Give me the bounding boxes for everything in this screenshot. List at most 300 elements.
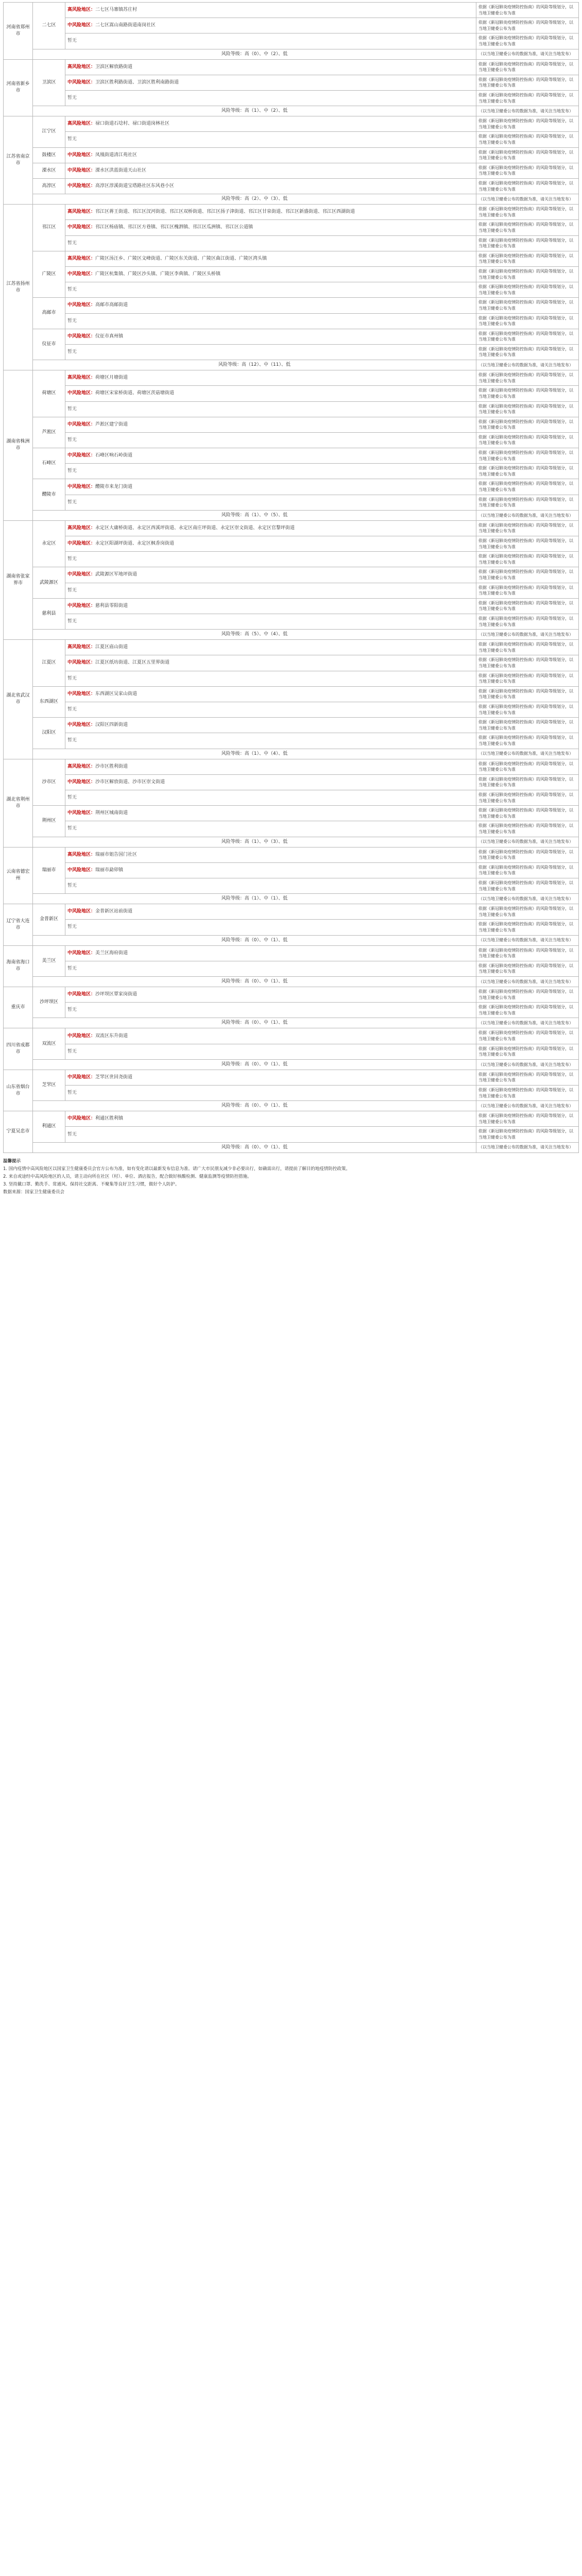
risk-area-cell: 高风险地区：二七区马寨镇苏庄村 <box>65 3 476 18</box>
summary-row <box>4 510 579 520</box>
district-name: 江宁区 <box>33 116 65 147</box>
risk-level-label: 中风险地区 <box>67 225 91 230</box>
table-row <box>4 282 579 298</box>
district-name: 双流区 <box>33 1028 65 1059</box>
risk-area-text: 二七区嵩山南路街道南岗社区 <box>95 23 156 28</box>
table-row <box>4 251 579 266</box>
district-name: 利通区 <box>33 1111 65 1142</box>
risk-note: 依据《新冠肺炎疫情防控指南》的风险等级划分，以当地卫健委公布为准 <box>476 344 579 360</box>
district-name: 二七区 <box>33 3 65 49</box>
risk-area-cell: 中风险地区：芝罘区世回尧街道 <box>65 1070 476 1085</box>
risk-area-cell: 中风险地区：东西湖区吴家山街道 <box>65 686 476 702</box>
risk-area-cell: 中风险地区：邗江区杨庙镇、邗江区方巷镇、邗江区槐泗镇、邗江区瓜洲镇、邗江区公道镇 <box>65 220 476 235</box>
table-row <box>4 945 579 961</box>
risk-area-cell: 中风险地区：二七区嵩山南路街道南岗社区 <box>65 18 476 33</box>
footer-notes <box>3 1158 575 1196</box>
risk-level-label: 高风险地区 <box>67 375 91 381</box>
risk-area-cell <box>65 702 476 717</box>
table-row <box>4 432 579 448</box>
risk-note: 依据《新冠肺炎疫情防控指南》的风险等级划分，以当地卫健委公布为准 <box>476 464 579 479</box>
risk-note: 依据《新冠肺炎疫情防控指南》的风险等级划分，以当地卫健委公布为准 <box>476 1127 579 1142</box>
risk-note-last: （以当地卫健委公布的数据为准，请关注当地发布） <box>476 935 579 945</box>
district-name: 醴陵市 <box>33 479 65 510</box>
risk-note: 依据《新冠肺炎疫情防控指南》的风险等级划分，以当地卫健委公布为准 <box>476 536 579 552</box>
risk-area-cell: 中风险地区：卫滨区胜利路街道、卫滨区胜利南路街道 <box>65 75 476 90</box>
table-row <box>4 464 579 479</box>
risk-level-label: 高风险地区 <box>67 7 91 13</box>
risk-area-cell: 中风险地区：石峰区响石岭街道 <box>65 448 476 464</box>
risk-note: 依据《新冠肺炎疫情防控指南》的风险等级划分，以当地卫健委公布为准 <box>476 178 579 194</box>
table-row <box>4 1127 579 1142</box>
district-name: 沙坪坝区 <box>33 987 65 1018</box>
region-name: 海南省海口市 <box>4 945 33 987</box>
risk-level-label: 中风险地区 <box>67 950 91 956</box>
risk-note: 依据《新冠肺炎疫情防控指南》的风险等级划分，以当地卫健委公布为准 <box>476 1044 579 1059</box>
risk-note: 依据《新冠肺炎疫情防控指南》的风险等级划分，以当地卫健委公布为准 <box>476 448 579 464</box>
summary-row <box>4 1018 579 1028</box>
risk-note: 依据《新冠肺炎疫情防控指南》的风险等级划分，以当地卫健委公布为准 <box>476 733 579 749</box>
table-row <box>4 536 579 552</box>
risk-note: 依据《新冠肺炎疫情防控指南》的风险等级划分，以当地卫健委公布为准 <box>476 251 579 266</box>
risk-level-label: 中风险地区 <box>67 541 91 547</box>
table-row <box>4 961 579 976</box>
risk-area-cell: 中风险地区：溧水区洪蓝街道天山社区 <box>65 163 476 178</box>
risk-note: 依据《新冠肺炎疫情防控指南》的风险等级划分，以当地卫健委公布为准 <box>476 163 579 178</box>
risk-area-text: 暂无 <box>67 38 77 44</box>
risk-note: 依据《新冠肺炎疫情防控指南》的风险等级划分，以当地卫健委公布为准 <box>476 686 579 702</box>
table-row <box>4 386 579 401</box>
risk-level-label: 中风险地区 <box>67 1116 91 1122</box>
risk-area-text: 暂无 <box>67 587 77 593</box>
risk-area-text: 美兰区海府街道 <box>95 950 128 956</box>
summary-row <box>4 1142 579 1153</box>
risk-area-text: 高淳区淳溪街道宝塔路社区东风巷小区 <box>95 183 175 189</box>
risk-level-label: 高风险地区 <box>67 256 91 261</box>
risk-level-label: 中风险地区 <box>67 484 91 489</box>
risk-level-label: 中风险地区 <box>67 272 91 277</box>
risk-area-text: 广陵区汤汪乡、广陵区文峰街道、广陵区东关街道、广陵区曲江街道、广陵区湾头镇 <box>95 256 267 261</box>
risk-summary: 风险等级：高（0）、中（2）、低 <box>33 49 476 59</box>
district-name: 汉阳区 <box>33 718 65 749</box>
summary-row <box>4 935 579 945</box>
region-name: 宁夏吴忠市 <box>4 1111 33 1153</box>
risk-area-text: 金普新区站前街道 <box>95 909 133 914</box>
risk-level-label: 高风险地区 <box>67 852 91 857</box>
table-row <box>4 774 579 790</box>
footer-line-1: 1. 国内疫情中高风险地区以国家卫生健康委员会官方公布为准，如有变化请以最新发布信息为准。请广大市民朋友减少非必要出行，如确需出行，请提前了解目的地疫情防控政策。 <box>3 1166 350 1172</box>
footer-title: 温馨提示 <box>3 1158 21 1164</box>
risk-area-text: 暂无 <box>67 619 77 624</box>
risk-area-cell: 中风险地区：醴陵市来龙门街道 <box>65 479 476 495</box>
risk-area-cell <box>65 432 476 448</box>
risk-area-cell: 中风险地区：金普新区站前街道 <box>65 904 476 920</box>
region-name: 湖南省张家界市 <box>4 520 33 639</box>
risk-area-text: 暂无 <box>67 1090 77 1096</box>
risk-level-label: 中风险地区 <box>67 722 91 728</box>
table-row <box>4 448 579 464</box>
risk-area-cell: 中风险地区：仪征市真州镇 <box>65 329 476 344</box>
risk-area-text: 暂无 <box>67 675 77 681</box>
risk-area-text: 溧水区洪蓝街道天山社区 <box>95 167 147 173</box>
risk-area-text: 高邮市高邮街道 <box>95 302 128 308</box>
region-name: 云南省德宏州 <box>4 847 33 904</box>
table-row <box>4 344 579 360</box>
risk-area-cell <box>65 821 476 837</box>
table-row <box>4 235 579 251</box>
district-name: 荆州区 <box>33 806 65 837</box>
table-row <box>4 598 579 614</box>
risk-note: 依据《新冠肺炎疫情防控指南》的风险等级划分，以当地卫健委公布为准 <box>476 878 579 893</box>
risk-area-cell: 中风险地区：永定区阳湖坪街道、永定区枫香岗街道 <box>65 536 476 552</box>
risk-area-text: 凤凰街道清江苑社区 <box>95 152 138 158</box>
district-name: 瑞丽市 <box>33 847 65 894</box>
risk-area-cell: 中风险地区：沙坪坝区覃家岗街道 <box>65 987 476 1003</box>
table-row <box>4 552 579 567</box>
risk-area-cell: 中风险地区：广陵区杭集镇、广陵区沙头镇、广陵区李典镇、广陵区头桥镇 <box>65 266 476 282</box>
risk-note: 依据《新冠肺炎疫情防控指南》的风险等级划分，以当地卫健委公布为准 <box>476 552 579 567</box>
risk-area-cell: 高风险地区：江夏区庙山街道 <box>65 640 476 655</box>
risk-note: 依据《新冠肺炎疫情防控指南》的风险等级划分，以当地卫健委公布为准 <box>476 479 579 495</box>
district-name: 石峰区 <box>33 448 65 479</box>
table-row <box>4 266 579 282</box>
district-name: 溧水区 <box>33 163 65 178</box>
risk-note: 依据《新冠肺炎疫情防控指南》的风险等级划分，以当地卫健委公布为准 <box>476 640 579 655</box>
risk-area-text: 仪征市真州镇 <box>95 333 124 339</box>
risk-area-cell: 中风险地区：美兰区海府街道 <box>65 945 476 961</box>
risk-area-cell <box>65 671 476 686</box>
risk-note: 依据《新冠肺炎疫情防控指南》的风险等级划分，以当地卫健委公布为准 <box>476 961 579 976</box>
risk-area-text: 江夏区纸坊街道、江夏区五里界街道 <box>95 660 170 666</box>
risk-note: 依据《新冠肺炎疫情防控指南》的风险等级划分，以当地卫健委公布为准 <box>476 313 579 329</box>
risk-summary: 风险等级：高（1）、中（3）、低 <box>33 837 476 847</box>
region-name: 湖北省荆州市 <box>4 759 33 847</box>
risk-area-text: 双流区东升街道 <box>95 1033 128 1039</box>
table-row <box>4 847 579 862</box>
risk-note: 依据《新冠肺炎疫情防控指南》的风险等级划分，以当地卫健委公布为准 <box>476 702 579 717</box>
risk-area-cell <box>65 790 476 805</box>
risk-area-text: 邗江区杨庙镇、邗江区方巷镇、邗江区槐泗镇、邗江区瓜洲镇、邗江区公道镇 <box>95 225 253 230</box>
risk-level-label: 中风险地区 <box>67 1033 91 1039</box>
region-name: 辽宁省大连市 <box>4 904 33 945</box>
risk-level-label: 中风险地区 <box>67 152 91 158</box>
risk-summary: 风险等级：高（1）、中（2）、低 <box>33 106 476 116</box>
risk-area-text: 卫滨区胜利路街道、卫滨区胜利南路街道 <box>95 79 179 85</box>
district-name: 鼓楼区 <box>33 147 65 163</box>
risk-level-label: 中风险地区 <box>67 909 91 914</box>
district-name: 江夏区 <box>33 640 65 687</box>
district-name: 高邮市 <box>33 298 65 329</box>
risk-level-label: 中风险地区 <box>67 660 91 666</box>
risk-area-cell <box>65 1086 476 1101</box>
risk-note: 依据《新冠肺炎疫情防控指南》的风险等级划分，以当地卫健委公布为准 <box>476 298 579 313</box>
risk-area-text: 卫滨区解放路街道 <box>95 64 133 70</box>
risk-note: 依据《新冠肺炎疫情防控指南》的风险等级划分，以当地卫健委公布为准 <box>476 1070 579 1085</box>
risk-area-text: 禄口街道石埝村、禄口街道岗林社区 <box>95 121 170 127</box>
risk-area-text: 醴陵市来龙门街道 <box>95 484 133 489</box>
table-row <box>4 220 579 235</box>
risk-level-label: 中风险地区 <box>67 572 91 578</box>
table-row <box>4 90 579 106</box>
table-row <box>4 147 579 163</box>
risk-area-text: 利通区胜利镇 <box>95 1116 124 1122</box>
footer-line-3: 3. 坚持戴口罩、勤洗手、常通风、保持社交距离、不聚集等良好卫生习惯，做好个人防护。 <box>3 1182 180 1188</box>
summary-row <box>4 976 579 987</box>
table-row <box>4 59 579 75</box>
table-row <box>4 75 579 90</box>
risk-note: 依据《新冠肺炎疫情防控指南》的风险等级划分，以当地卫健委公布为准 <box>476 1111 579 1127</box>
risk-area-text: 江夏区庙山街道 <box>95 645 128 650</box>
risk-note: 依据《新冠肺炎疫情防控指南》的风险等级划分，以当地卫健委公布为准 <box>476 90 579 106</box>
region-name: 四川省成都市 <box>4 1028 33 1070</box>
table-row <box>4 178 579 194</box>
risk-note: 依据《新冠肺炎疫情防控指南》的风险等级划分，以当地卫健委公布为准 <box>476 821 579 837</box>
risk-area-text: 广陵区杭集镇、广陵区沙头镇、广陵区李典镇、广陵区头桥镇 <box>95 272 221 277</box>
risk-level-label: 高风险地区 <box>67 525 91 531</box>
risk-summary: 风险等级：高（0）、中（1）、低 <box>33 1142 476 1153</box>
table-row <box>4 401 579 417</box>
risk-area-cell: 中风险地区：荆州区城南街道 <box>65 806 476 821</box>
risk-area-text: 暂无 <box>67 240 77 246</box>
risk-note: 依据《新冠肺炎疫情防控指南》的风险等级划分，以当地卫健委公布为准 <box>476 718 579 733</box>
risk-area-text: 慈利县零阳街道 <box>95 603 128 608</box>
risk-level-label: 高风险地区 <box>67 121 91 127</box>
risk-area-text: 汉阳区四新街道 <box>95 722 128 728</box>
table-row <box>4 806 579 821</box>
table-row <box>4 702 579 717</box>
risk-note: 依据《新冠肺炎疫情防控指南》的风险等级划分，以当地卫健委公布为准 <box>476 774 579 790</box>
risk-area-text: 暂无 <box>67 556 77 562</box>
risk-area-cell <box>65 464 476 479</box>
risk-area-cell: 高风险地区：邗江区蒋王街道、邗江区汊河街道、邗江区双桥街道、邗江区扬子津街道、邗江区甘泉街道、邗江区新盛街道、邗江区西湖街道 <box>65 205 476 220</box>
risk-note: 依据《新冠肺炎疫情防控指南》的风险等级划分，以当地卫健委公布为准 <box>476 520 579 536</box>
risk-area-cell <box>65 1044 476 1059</box>
risk-note: 依据《新冠肺炎疫情防控指南》的风险等级划分，以当地卫健委公布为准 <box>476 1003 579 1018</box>
district-name: 邗江区 <box>33 205 65 251</box>
risk-level-label: 中风险地区 <box>67 779 91 785</box>
table-row <box>4 313 579 329</box>
risk-area-text: 暂无 <box>67 95 77 101</box>
risk-area-text: 邗江区蒋王街道、邗江区汊河街道、邗江区双桥街道、邗江区扬子津街道、邗江区甘泉街道、邗江区新盛街道、邗江区西湖街道 <box>95 209 355 215</box>
risk-area-cell: 中风险地区：荷塘区宋家桥街道、荷塘区茨菇塘街道 <box>65 386 476 401</box>
table-row <box>4 878 579 893</box>
risk-note: 依据《新冠肺炎疫情防控指南》的风险等级划分，以当地卫健委公布为准 <box>476 806 579 821</box>
risk-area-cell <box>65 344 476 360</box>
risk-level-label: 中风险地区 <box>67 421 91 427</box>
table-row <box>4 567 579 583</box>
summary-row <box>4 360 579 370</box>
district-name: 武陵源区 <box>33 567 65 598</box>
district-name: 卫滨区 <box>33 59 65 106</box>
risk-area-cell: 中风险地区：高邮市高邮街道 <box>65 298 476 313</box>
table-row <box>4 163 579 178</box>
risk-note: 依据《新冠肺炎疫情防控指南》的风险等级划分，以当地卫健委公布为准 <box>476 598 579 614</box>
summary-row <box>4 630 579 640</box>
table-row <box>4 790 579 805</box>
risk-note: 依据《新冠肺炎疫情防控指南》的风险等级划分，以当地卫健委公布为准 <box>476 671 579 686</box>
risk-summary: 风险等级：高（0）、中（1）、低 <box>33 1018 476 1028</box>
risk-note: 依据《新冠肺炎疫情防控指南》的风险等级划分，以当地卫健委公布为准 <box>476 655 579 671</box>
risk-area-cell <box>65 132 476 147</box>
summary-row <box>4 1101 579 1111</box>
risk-level-label: 中风险地区 <box>67 810 91 816</box>
risk-note-last: （以当地卫健委公布的数据为准，请关注当地发布） <box>476 1059 579 1070</box>
risk-area-cell: 高风险地区：禄口街道石埝村、禄口街道岗林社区 <box>65 116 476 132</box>
risk-area-text: 二七区马寨镇苏庄村 <box>95 7 138 13</box>
risk-note-last: （以当地卫健委公布的数据为准，请关注当地发布） <box>476 360 579 370</box>
risk-area-text: 暂无 <box>67 1007 77 1013</box>
risk-area-cell: 中风险地区：慈利县零阳街道 <box>65 598 476 614</box>
risk-note-last: （以当地卫健委公布的数据为准，请关注当地发布） <box>476 894 579 904</box>
risk-level-label: 高风险地区 <box>67 645 91 650</box>
region-name: 河南省新乡市 <box>4 59 33 116</box>
risk-summary: 风险等级：高（0）、中（1）、低 <box>33 1059 476 1070</box>
risk-area-cell <box>65 235 476 251</box>
region-name: 山东省烟台市 <box>4 1070 33 1111</box>
risk-area-cell <box>65 961 476 976</box>
table-row <box>4 298 579 313</box>
risk-level-label: 中风险地区 <box>67 79 91 85</box>
risk-note-last: （以当地卫健委公布的数据为准，请关注当地发布） <box>476 976 579 987</box>
risk-area-text: 暂无 <box>67 349 77 354</box>
risk-note: 依据《新冠肺炎疫情防控指南》的风险等级划分，以当地卫健委公布为准 <box>476 116 579 132</box>
risk-summary: 风险等级：高（0）、中（1）、低 <box>33 935 476 945</box>
risk-area-table <box>3 2 579 1153</box>
risk-area-text: 荷塘区月塘街道 <box>95 375 128 381</box>
risk-area-text: 沙市区胜利街道 <box>95 764 128 769</box>
risk-note-last: （以当地卫健委公布的数据为准，请关注当地发布） <box>476 749 579 759</box>
risk-area-text: 暂无 <box>67 406 77 412</box>
table-row <box>4 821 579 837</box>
risk-area-cell: 中风险地区：双流区东升街道 <box>65 1028 476 1044</box>
table-row <box>4 733 579 749</box>
risk-note: 依据《新冠肺炎疫情防控指南》的风险等级划分，以当地卫健委公布为准 <box>476 432 579 448</box>
risk-note: 依据《新冠肺炎疫情防控指南》的风险等级划分，以当地卫健委公布为准 <box>476 417 579 432</box>
risk-area-text: 暂无 <box>67 468 77 474</box>
footer-line-2: 2. 来自或途经中高风险地区的人员，请主动向所在社区（村）、单位、酒店报告，配合做好核酸检测、健康监测等疫情防控措施。 <box>3 1174 252 1180</box>
district-name: 高淳区 <box>33 178 65 194</box>
risk-note: 依据《新冠肺炎疫情防控指南》的风险等级划分，以当地卫健委公布为准 <box>476 614 579 629</box>
risk-area-cell: 高风险地区：沙市区胜利街道 <box>65 759 476 774</box>
region-name: 河南省郑州市 <box>4 3 33 60</box>
risk-area-text: 暂无 <box>67 883 77 888</box>
risk-note-last: （以当地卫健委公布的数据为准，请关注当地发布） <box>476 106 579 116</box>
summary-row <box>4 106 579 116</box>
risk-summary: 风险等级：高（12）、中（11）、低 <box>33 360 476 370</box>
risk-level-label: 中风险地区 <box>67 1074 91 1080</box>
risk-area-cell <box>65 401 476 417</box>
risk-level-label: 高风险地区 <box>67 764 91 769</box>
risk-area-text: 荆州区城南街道 <box>95 810 128 816</box>
risk-area-text: 暂无 <box>67 738 77 743</box>
risk-area-cell: 高风险地区：卫滨区解放路街道 <box>65 59 476 75</box>
risk-summary: 风险等级：高（0）、中（1）、低 <box>33 1101 476 1111</box>
risk-summary: 风险等级：高（0）、中（1）、低 <box>33 976 476 987</box>
risk-note: 依据《新冠肺炎疫情防控指南》的风险等级划分，以当地卫健委公布为准 <box>476 495 579 510</box>
table-row <box>4 495 579 510</box>
risk-area-text: 芝罘区世回尧街道 <box>95 1074 133 1080</box>
table-row <box>4 583 579 598</box>
risk-note: 依据《新冠肺炎疫情防控指南》的风险等级划分，以当地卫健委公布为准 <box>476 235 579 251</box>
region-name: 江苏省南京市 <box>4 116 33 205</box>
risk-level-label: 中风险地区 <box>67 333 91 339</box>
risk-summary: 风险等级：高（2）、中（3）、低 <box>33 194 476 205</box>
risk-area-text: 暂无 <box>67 137 77 142</box>
risk-area-cell: 高风险地区：永定区大庸桥街道、永定区西溪坪街道、永定区南庄坪街道、永定区崇文街道、永定区官黎坪街道 <box>65 520 476 536</box>
risk-area-text: 暂无 <box>67 318 77 324</box>
risk-note: 依据《新冠肺炎疫情防控指南》的风险等级划分，以当地卫健委公布为准 <box>476 59 579 75</box>
risk-note: 依据《新冠肺炎疫情防控指南》的风险等级划分，以当地卫健委公布为准 <box>476 282 579 298</box>
risk-area-text: 瑞丽市勐卯镇 <box>95 867 124 873</box>
risk-note: 依据《新冠肺炎疫情防控指南》的风险等级划分，以当地卫健委公布为准 <box>476 386 579 401</box>
table-row <box>4 1086 579 1101</box>
risk-note-last: （以当地卫健委公布的数据为准，请关注当地发布） <box>476 49 579 59</box>
risk-note: 依据《新冠肺炎疫情防控指南》的风险等级划分，以当地卫健委公布为准 <box>476 759 579 774</box>
risk-area-cell <box>65 552 476 567</box>
risk-area-cell <box>65 313 476 329</box>
risk-area-cell: 中风险地区：沙市区解放街道、沙市区崇文街道 <box>65 774 476 790</box>
table-row <box>4 671 579 686</box>
risk-level-label: 中风险地区 <box>67 691 91 697</box>
risk-level-label: 中风险地区 <box>67 453 91 459</box>
table-row <box>4 3 579 18</box>
region-name: 重庆市 <box>4 987 33 1028</box>
risk-note: 依据《新冠肺炎疫情防控指南》的风险等级划分，以当地卫健委公布为准 <box>476 847 579 862</box>
district-name: 美兰区 <box>33 945 65 976</box>
region-name: 湖北省武汉市 <box>4 640 33 759</box>
table-row <box>4 33 579 49</box>
table-row <box>4 417 579 432</box>
risk-level-label: 高风险地区 <box>67 64 91 70</box>
risk-area-cell <box>65 1003 476 1018</box>
risk-area-cell: 高风险地区：荷塘区月塘街道 <box>65 370 476 386</box>
table-row <box>4 1003 579 1018</box>
risk-note: 依据《新冠肺炎疫情防控指南》的风险等级划分，以当地卫健委公布为准 <box>476 401 579 417</box>
risk-summary: 风险等级：高（1）、中（4）、低 <box>33 749 476 759</box>
district-name: 芝罘区 <box>33 1070 65 1100</box>
risk-area-text: 永定区阳湖坪街道、永定区枫香岗街道 <box>95 541 175 547</box>
risk-area-cell <box>65 878 476 893</box>
risk-note-last: （以当地卫健委公布的数据为准，请关注当地发布） <box>476 1142 579 1153</box>
district-name: 永定区 <box>33 520 65 567</box>
risk-note: 依据《新冠肺炎疫情防控指南》的风险等级划分，以当地卫健委公布为准 <box>476 790 579 805</box>
risk-note: 依据《新冠肺炎疫情防控指南》的风险等级划分，以当地卫健委公布为准 <box>476 370 579 386</box>
risk-area-cell <box>65 33 476 49</box>
summary-row <box>4 194 579 205</box>
risk-note: 依据《新冠肺炎疫情防控指南》的风险等级划分，以当地卫健委公布为准 <box>476 583 579 598</box>
risk-area-text: 暂无 <box>67 707 77 713</box>
risk-area-cell <box>65 1127 476 1142</box>
risk-area-cell <box>65 90 476 106</box>
risk-area-text: 暂无 <box>67 965 77 971</box>
table-row <box>4 759 579 774</box>
region-name: 湖南省株洲市 <box>4 370 33 521</box>
risk-note: 依据《新冠肺炎疫情防控指南》的风险等级划分，以当地卫健委公布为准 <box>476 567 579 583</box>
risk-level-label: 中风险地区 <box>67 391 91 396</box>
risk-note-last: （以当地卫健委公布的数据为准，请关注当地发布） <box>476 837 579 847</box>
risk-area-text: 暂无 <box>67 287 77 293</box>
risk-area-text: 沙市区解放街道、沙市区崇文街道 <box>95 779 165 785</box>
risk-summary: 风险等级：高（1）、中（5）、低 <box>33 510 476 520</box>
risk-area-text: 武陵源区军地坪街道 <box>95 572 138 578</box>
table-row <box>4 329 579 344</box>
table-row <box>4 686 579 702</box>
summary-row <box>4 749 579 759</box>
risk-area-cell <box>65 282 476 298</box>
table-row <box>4 1044 579 1059</box>
risk-area-text: 暂无 <box>67 1048 77 1054</box>
risk-note-last: （以当地卫健委公布的数据为准，请关注当地发布） <box>476 630 579 640</box>
risk-level-label: 中风险地区 <box>67 992 91 997</box>
